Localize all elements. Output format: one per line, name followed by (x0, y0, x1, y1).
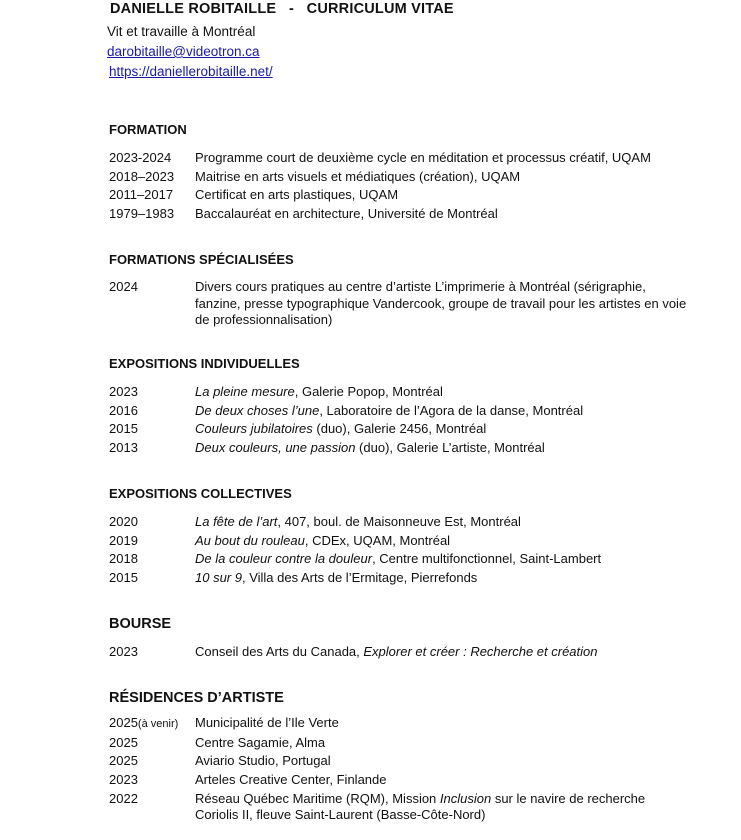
work-title: Couleurs jubilatoires (195, 421, 313, 437)
list-item (109, 168, 689, 187)
website-line (109, 64, 273, 79)
section-expositions-individuelles (109, 355, 689, 458)
list-item (109, 569, 689, 588)
entry-year: 2023 (109, 772, 138, 788)
list-item (109, 550, 689, 569)
entry-details: (duo), Galerie 2456, Montréal (312, 421, 487, 437)
work-title: Deux couleurs, une passion (195, 440, 356, 456)
website-link[interactable]: https://daniellerobitaille.net/ (109, 64, 273, 79)
work-title: De la couleur contre la douleur (195, 551, 373, 567)
entry-text (195, 643, 689, 662)
mission-title: Inclusion (439, 790, 492, 806)
section-title: EXPOSITIONS COLLECTIVES (109, 486, 292, 501)
list-item (109, 279, 689, 329)
year-value: 2025 (109, 715, 138, 730)
program-title: Explorer et créer : Recherche et création (363, 644, 598, 659)
entry-text: Centre Sagamie, Alma (195, 734, 326, 750)
section-formations-specialisees (109, 251, 689, 329)
entry-year: 2011–2017 (109, 187, 174, 203)
entry-text (195, 513, 689, 532)
section-bourse (109, 615, 689, 662)
entry-year: 2016 (109, 402, 138, 418)
entry-text (195, 532, 689, 551)
entry-details: , Galerie Popop, Montréal (294, 384, 443, 399)
entry-text (195, 569, 689, 588)
list-item (109, 752, 689, 771)
section-expositions-collectives (109, 485, 689, 588)
list-item (109, 420, 689, 439)
cv-header-title (110, 1, 454, 17)
list-item (109, 714, 689, 734)
entry-year: 2024 (109, 279, 138, 294)
email-link[interactable]: darobitaille@videotron.ca (107, 44, 260, 59)
entry-year: 2023 (109, 644, 138, 659)
list-item (109, 643, 689, 662)
entry-year: 2020 (109, 514, 138, 529)
entry-text: Arteles Creative Center, Finlande (195, 772, 387, 788)
artist-name: DANIELLE ROBITAILLE (110, 1, 277, 17)
entry-text (195, 383, 689, 402)
entry-details: , Laboratoire de l’Agora de la danse, Montréal (319, 402, 584, 418)
email-line (107, 44, 260, 59)
section-title: RÉSIDENCES D’ARTISTE (109, 690, 284, 706)
work-title: Au bout du rouleau (195, 532, 305, 548)
entry-details: Réseau Québec Maritime (RQM), Mission (195, 790, 440, 806)
entry-details: (duo), Galerie L’artiste, Montréal (355, 440, 545, 456)
work-title: La pleine mesure (195, 384, 295, 399)
entry-details: , CDEx, UQAM, Montréal (304, 532, 451, 548)
work-title: 10 sur 9 (195, 570, 242, 586)
list-item (109, 402, 689, 421)
entry-year: 1979–1983 (109, 206, 175, 222)
entry-details: , Centre multifonctionnel, Saint-Lambert (372, 551, 602, 567)
entry-year: 2015 (109, 570, 138, 586)
list-item (109, 734, 689, 753)
entry-text: Maitrise en arts visuels et médiatiques (création), UQAM (195, 168, 521, 184)
entry-text: Baccalauréat en architecture, Université de Montréal (195, 206, 498, 222)
entry-details-after: sur le navire de recherche Coriolis II, fleuve Saint-Laurent (Basse-Côte-Nord) (195, 790, 646, 823)
entry-details: , 407, boul. de Maisonneuve Est, Montréal (277, 514, 521, 529)
entry-year: 2022 (109, 790, 138, 806)
entry-year: 2018 (109, 551, 138, 567)
section-formation (109, 121, 689, 224)
list-item (109, 186, 689, 205)
document-title: CURRICULUM VITAE (306, 1, 454, 17)
list-item (109, 439, 689, 458)
entry-year: 2019 (109, 532, 138, 548)
entry-year: 2015 (109, 421, 138, 437)
entry-text: Municipalité de l’Ile Verte (195, 715, 339, 730)
list-item (109, 383, 689, 402)
section-title: FORMATION (109, 122, 187, 137)
entry-year: 2025 (109, 734, 138, 750)
list-item (109, 149, 689, 168)
list-item (109, 513, 689, 532)
entry-text: Certificat en arts plastiques, UQAM (195, 187, 399, 203)
work-title: De deux choses l’une (195, 402, 320, 418)
entry-year: 2025 (109, 753, 138, 769)
entry-year (109, 714, 195, 734)
section-title: BOURSE (109, 616, 172, 632)
entry-text (195, 550, 689, 569)
list-item (109, 790, 689, 824)
entry-text: Aviario Studio, Portugal (195, 753, 331, 769)
list-item (109, 532, 689, 551)
section-residences (109, 689, 689, 824)
entry-year: 2023 (109, 384, 138, 399)
entry-text: Divers cours pratiques au centre d’artiste L’imprimerie à Montréal (sérigraphie, fanzine, presse typographique Vandercook, groupe de travail pour les artistes en voie de professionnalisation) (195, 279, 687, 327)
entry-text (195, 791, 689, 824)
entry-details: , Villa des Arts de l’Ermitage, Pierrefonds (241, 570, 478, 586)
section-title: EXPOSITIONS INDIVIDUELLES (109, 356, 300, 371)
entry-text (195, 439, 689, 458)
work-title: La fête de l’art (195, 514, 278, 529)
location-line: Vit et travaille à Montréal (107, 24, 256, 39)
entry-details: Conseil des Arts du Canada, (195, 644, 364, 659)
entry-text: Programme court de deuxième cycle en méditation et processus créatif, UQAM (195, 150, 651, 165)
list-item (109, 205, 689, 224)
upcoming-note: (à venir) (137, 718, 179, 730)
entry-year: 2023-2024 (109, 150, 172, 165)
entry-year: 2018–2023 (109, 168, 175, 184)
list-item (109, 771, 689, 790)
entry-year: 2013 (109, 440, 138, 456)
entry-text (195, 420, 689, 439)
title-separator: - (288, 1, 294, 17)
entry-text (195, 402, 689, 421)
section-title: FORMATIONS SPÉCIALISÉES (109, 252, 294, 267)
